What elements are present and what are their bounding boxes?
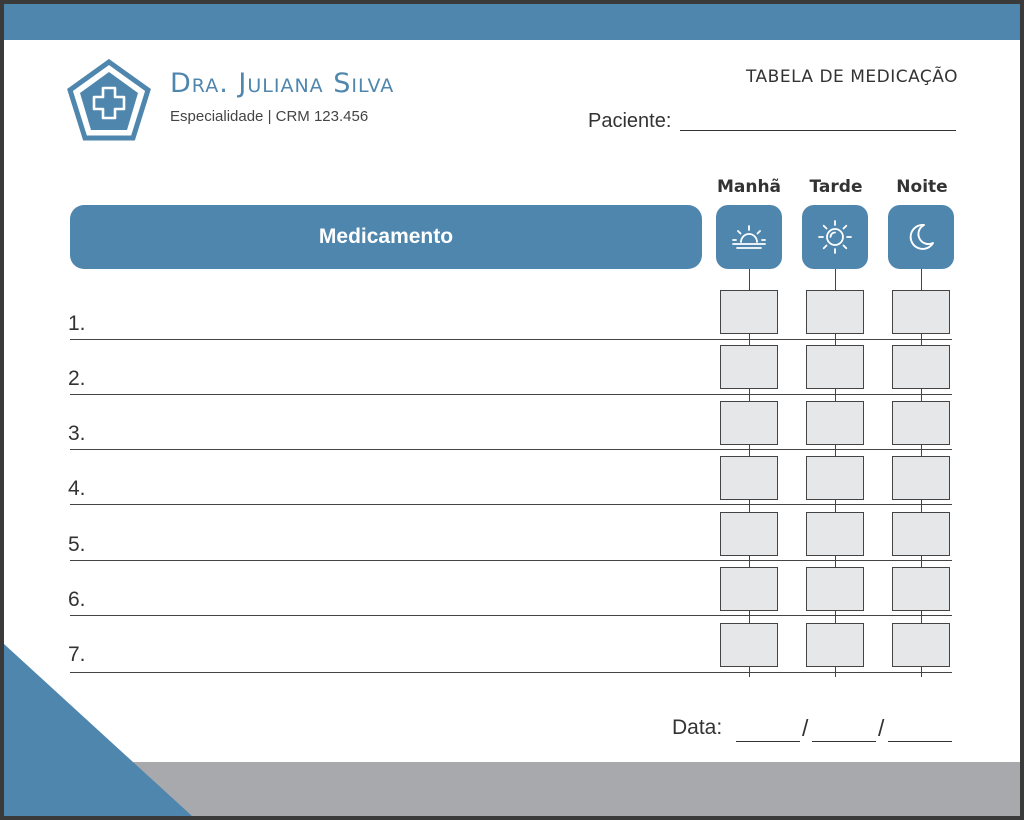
row-number: 4.	[68, 477, 86, 500]
checkbox-night[interactable]	[892, 567, 950, 611]
checkbox-afternoon[interactable]	[806, 456, 864, 500]
medication-line-6[interactable]	[70, 615, 952, 616]
morning-tile	[716, 205, 782, 269]
sunrise-icon	[729, 222, 769, 252]
row-number: 6.	[68, 588, 86, 611]
row-number: 7.	[68, 643, 86, 666]
medication-line-4[interactable]	[70, 504, 952, 505]
checkbox-night[interactable]	[892, 401, 950, 445]
checkbox-afternoon[interactable]	[806, 567, 864, 611]
checkbox-morning[interactable]	[720, 290, 778, 334]
night-tile	[888, 205, 954, 269]
patient-label: Paciente:	[588, 110, 672, 132]
date-label: Data:	[672, 716, 723, 739]
checkbox-night[interactable]	[892, 512, 950, 556]
date-year-field[interactable]	[888, 741, 952, 742]
checkbox-morning[interactable]	[720, 345, 778, 389]
checkbox-morning[interactable]	[720, 401, 778, 445]
medication-line-3[interactable]	[70, 449, 952, 450]
date-month-field[interactable]	[812, 741, 876, 742]
checkbox-night[interactable]	[892, 623, 950, 667]
afternoon-tile	[802, 205, 868, 269]
checkbox-night[interactable]	[892, 345, 950, 389]
column-header-tarde: Tarde	[809, 177, 863, 197]
column-header-noite: Noite	[896, 177, 948, 197]
date-day-field[interactable]	[736, 741, 800, 742]
medication-header: Medicamento	[70, 205, 702, 269]
checkbox-morning[interactable]	[720, 512, 778, 556]
row-number: 3.	[68, 422, 86, 445]
corner-accent-triangle	[4, 4, 1020, 816]
checkbox-night[interactable]	[892, 456, 950, 500]
checkbox-night[interactable]	[892, 290, 950, 334]
checkbox-afternoon[interactable]	[806, 345, 864, 389]
date-separator: /	[878, 715, 885, 741]
checkbox-afternoon[interactable]	[806, 512, 864, 556]
row-number: 1.	[68, 312, 86, 335]
patient-name-field[interactable]	[680, 130, 956, 131]
checkbox-morning[interactable]	[720, 623, 778, 667]
document-title: TABELA DE MEDICAÇÃO	[745, 67, 958, 87]
row-number: 2.	[68, 367, 86, 390]
checkbox-afternoon[interactable]	[806, 290, 864, 334]
medical-cross-logo-icon	[66, 58, 152, 144]
date-separator: /	[802, 715, 809, 741]
column-header-manha: Manhã	[716, 177, 782, 197]
medication-line-1[interactable]	[70, 339, 952, 340]
doctor-name: Dra. Juliana Silva	[170, 68, 395, 99]
medication-line-5[interactable]	[70, 560, 952, 561]
sun-icon	[816, 218, 854, 256]
doctor-specialty: Especialidade | CRM 123.456	[170, 108, 369, 125]
checkbox-afternoon[interactable]	[806, 623, 864, 667]
checkbox-morning[interactable]	[720, 567, 778, 611]
row-number: 5.	[68, 533, 86, 556]
checkbox-morning[interactable]	[720, 456, 778, 500]
moon-icon	[904, 220, 938, 254]
medication-line-7[interactable]	[70, 672, 952, 673]
checkbox-afternoon[interactable]	[806, 401, 864, 445]
medication-line-2[interactable]	[70, 394, 952, 395]
